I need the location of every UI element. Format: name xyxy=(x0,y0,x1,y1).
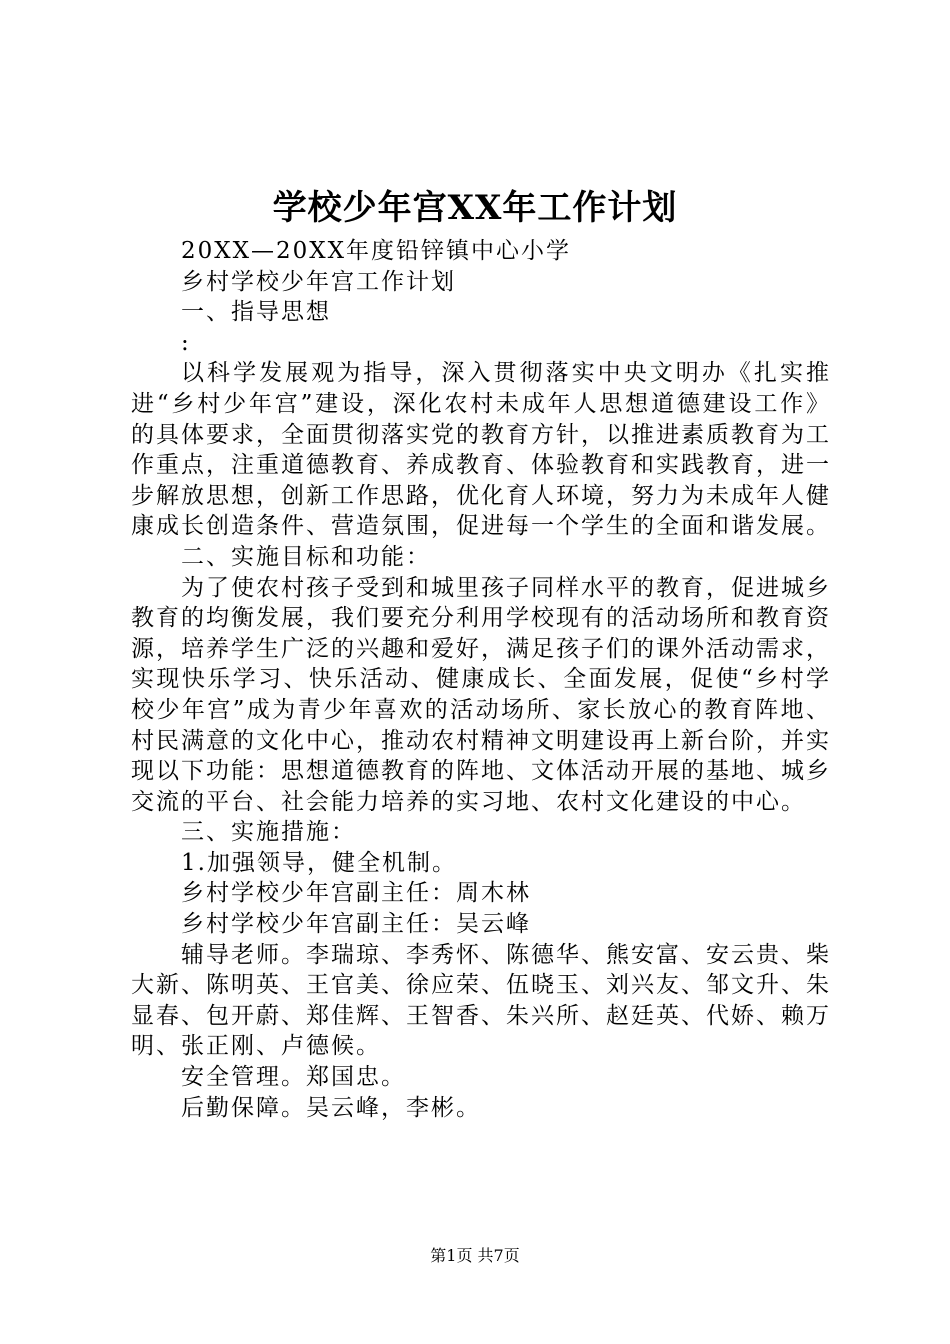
document-body xyxy=(131,236,831,1123)
paragraph-safety: 安全管理。郑国忠。 xyxy=(181,1064,406,1091)
paragraph-tutors: 辅导老师。李瑞琼、李秀怀、陈德华、熊安富、安云贵、柴大新、陈明英、王官美、徐应荣、伍晓玉、刘兴友、邹文升、朱显春、包开蔚、郑佳辉、王智香、朱兴所、赵廷英、代娇、赖万明、张正刚、卢德候。 xyxy=(131,941,831,1060)
paragraph-guiding-ideology: 以科学发展观为指导，深入贯彻落实中央文明办《扎实推进“乡村少年宫”建设，深化农村未成年人思想道德建设工作》的具体要求，全面贯彻落实党的教育方针，以推进素质教育为工作重点，注重道德教育、养成教育、体验教育和实践教育，进一步解放思想，创新工作思路，优化育人环境，努力为未成年人健康成长创造条件、营造氛围，促进每一个学生的全面和谐发展。 xyxy=(131,360,831,540)
paragraph-deputy-director-1: 乡村学校少年宫副主任：周木林 xyxy=(181,880,531,907)
paragraph-goals-functions: 为了使农村孩子受到和城里孩子同样水平的教育，促进城乡教育的均衡发展，我们要充分利用学校现有的活动场所和教育资源，培养学生广泛的兴趣和爱好，满足孩子们的课外活动需求，实现快乐学习、快乐活动、健康成长、全面发展，促使“乡村学校少年宫”成为青少年喜欢的活动场所、家长放心的教育阵地、村民满意的文化中心，推动农村精神文明建设再上新台阶，并实现以下功能：思想道德教育的阵地、文体活动开展的基地、城乡交流的平台、社会能力培养的实习地、农村文化建设的中心。 xyxy=(131,574,831,815)
paragraph-year-school: 20XX—20XX年度铅锌镇中心小学 xyxy=(181,238,572,264)
paragraph-measure-1: 1.加强领导，健全机制。 xyxy=(181,849,457,876)
heading-goals-functions: 二、实施目标和功能： xyxy=(181,543,431,570)
heading-guiding-ideology: 一、指导思想 xyxy=(181,299,331,326)
paragraph-logistics: 后勤保障。吴云峰，李彬。 xyxy=(181,1094,481,1121)
paragraph-plan-name: 乡村学校少年宫工作计划 xyxy=(181,268,456,295)
document-title: 学校少年宫XX年工作计划 xyxy=(272,188,678,228)
paragraph-deputy-director-2: 乡村学校少年宫副主任：吴云峰 xyxy=(181,911,531,938)
heading-measures: 三、实施措施： xyxy=(181,819,356,846)
paragraph-colon: : xyxy=(181,329,191,356)
page-footer: 第1页 共7页 xyxy=(430,1246,520,1265)
